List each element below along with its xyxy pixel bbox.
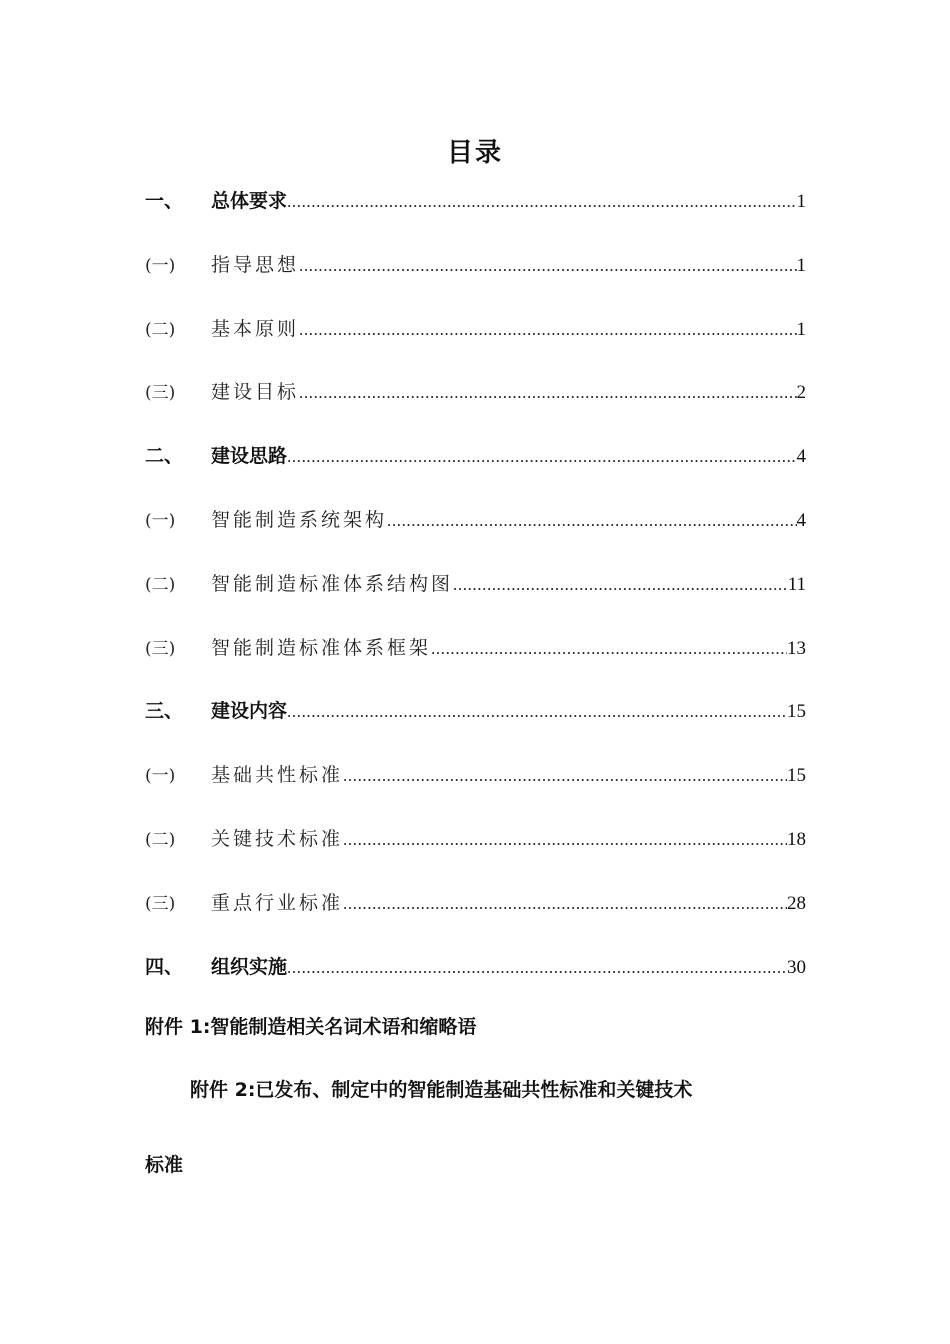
toc-entry-page: 15 (787, 765, 806, 787)
toc-dot-leader (287, 695, 787, 729)
toc-entry-number: (二) (145, 829, 176, 850)
toc-entry-page: 1 (796, 191, 806, 212)
toc-entry-number: (二) (145, 319, 176, 340)
toc-entry-page: 30 (787, 956, 806, 978)
toc-dot-leader (431, 632, 787, 666)
toc-entry[interactable] (145, 312, 806, 376)
toc-entry[interactable] (145, 694, 806, 758)
toc-entry-number: (三) (145, 638, 176, 659)
toc-dot-leader (343, 887, 787, 921)
toc-entry-page: 28 (787, 892, 806, 914)
toc-entry-number: 一、 (145, 190, 184, 212)
toc-entry[interactable] (145, 248, 806, 312)
toc-entry-label: 建设目标 (211, 381, 300, 404)
toc-entry-page: 2 (796, 382, 806, 404)
toc-entry-label: 重点行业标准 (211, 891, 344, 914)
toc-entry-number: (一) (145, 510, 176, 531)
toc-entry-label: 建设内容 (211, 700, 288, 723)
toc-entry-number: (三) (145, 893, 176, 914)
toc-dot-leader (299, 313, 796, 347)
appendix-1-entry[interactable]: 附件 1:智能制造相关名词术语和缩略语 (145, 1016, 477, 1038)
toc-entry-page: 11 (787, 573, 806, 595)
toc-dot-leader (387, 504, 796, 538)
toc-entry[interactable] (145, 184, 806, 248)
toc-entry-number: 二、 (145, 445, 184, 468)
toc-entry-label: 智能制造标准体系结构图 (211, 572, 454, 595)
toc-entry-number: 三、 (145, 700, 184, 723)
toc-entry-label: 指导思想 (211, 253, 300, 276)
toc-entry[interactable] (145, 886, 806, 950)
toc-dot-leader (287, 951, 787, 985)
page-title: 目录 (446, 138, 503, 168)
toc-entry-page: 4 (796, 509, 806, 531)
toc-dot-leader (287, 440, 796, 474)
toc-entry[interactable] (145, 631, 806, 695)
toc-entry[interactable] (145, 758, 806, 822)
toc-entry-page: 13 (787, 637, 806, 659)
toc-entry[interactable] (145, 503, 806, 567)
toc-entry[interactable] (145, 822, 806, 886)
toc-entry[interactable] (145, 950, 806, 1014)
toc-entry-label: 智能制造标准体系框架 (211, 636, 432, 659)
toc-dot-leader (343, 823, 787, 857)
toc-entry[interactable] (145, 567, 806, 631)
toc-entry-number: 四、 (145, 955, 184, 978)
toc-entry-number: (二) (145, 574, 176, 595)
toc-entry[interactable] (145, 375, 806, 439)
table-of-contents (145, 184, 806, 1013)
toc-dot-leader (343, 759, 787, 793)
toc-entry-label: 组织实施 (211, 955, 288, 978)
toc-entry-label: 关键技术标准 (211, 827, 344, 850)
toc-entry-page: 18 (787, 828, 806, 850)
toc-entry-label: 基础共性标准 (211, 764, 344, 787)
toc-entry-label: 建设思路 (211, 445, 288, 468)
appendix-2-entry-continuation[interactable]: 标准 (145, 1154, 184, 1176)
toc-entry-label: 总体要求 (211, 190, 288, 212)
appendix-2-entry[interactable]: 附件 2:已发布、制定中的智能制造基础共性标准和关键技术 (190, 1079, 693, 1101)
toc-entry-number: (一) (145, 766, 176, 787)
toc-entry-number: (一) (145, 255, 176, 276)
toc-entry-page: 1 (796, 318, 806, 340)
toc-dot-leader (299, 376, 796, 410)
toc-entry-page: 4 (796, 446, 806, 468)
toc-entry-page: 1 (796, 254, 806, 276)
toc-entry-number: (三) (145, 383, 176, 404)
toc-entry[interactable] (145, 439, 806, 503)
toc-dot-leader (299, 249, 796, 283)
toc-entry-label: 基本原则 (211, 317, 300, 340)
toc-entry-page: 15 (787, 701, 806, 723)
toc-dot-leader (453, 568, 788, 602)
toc-entry-label: 智能制造系统架构 (211, 508, 388, 531)
toc-dot-leader (287, 185, 796, 219)
